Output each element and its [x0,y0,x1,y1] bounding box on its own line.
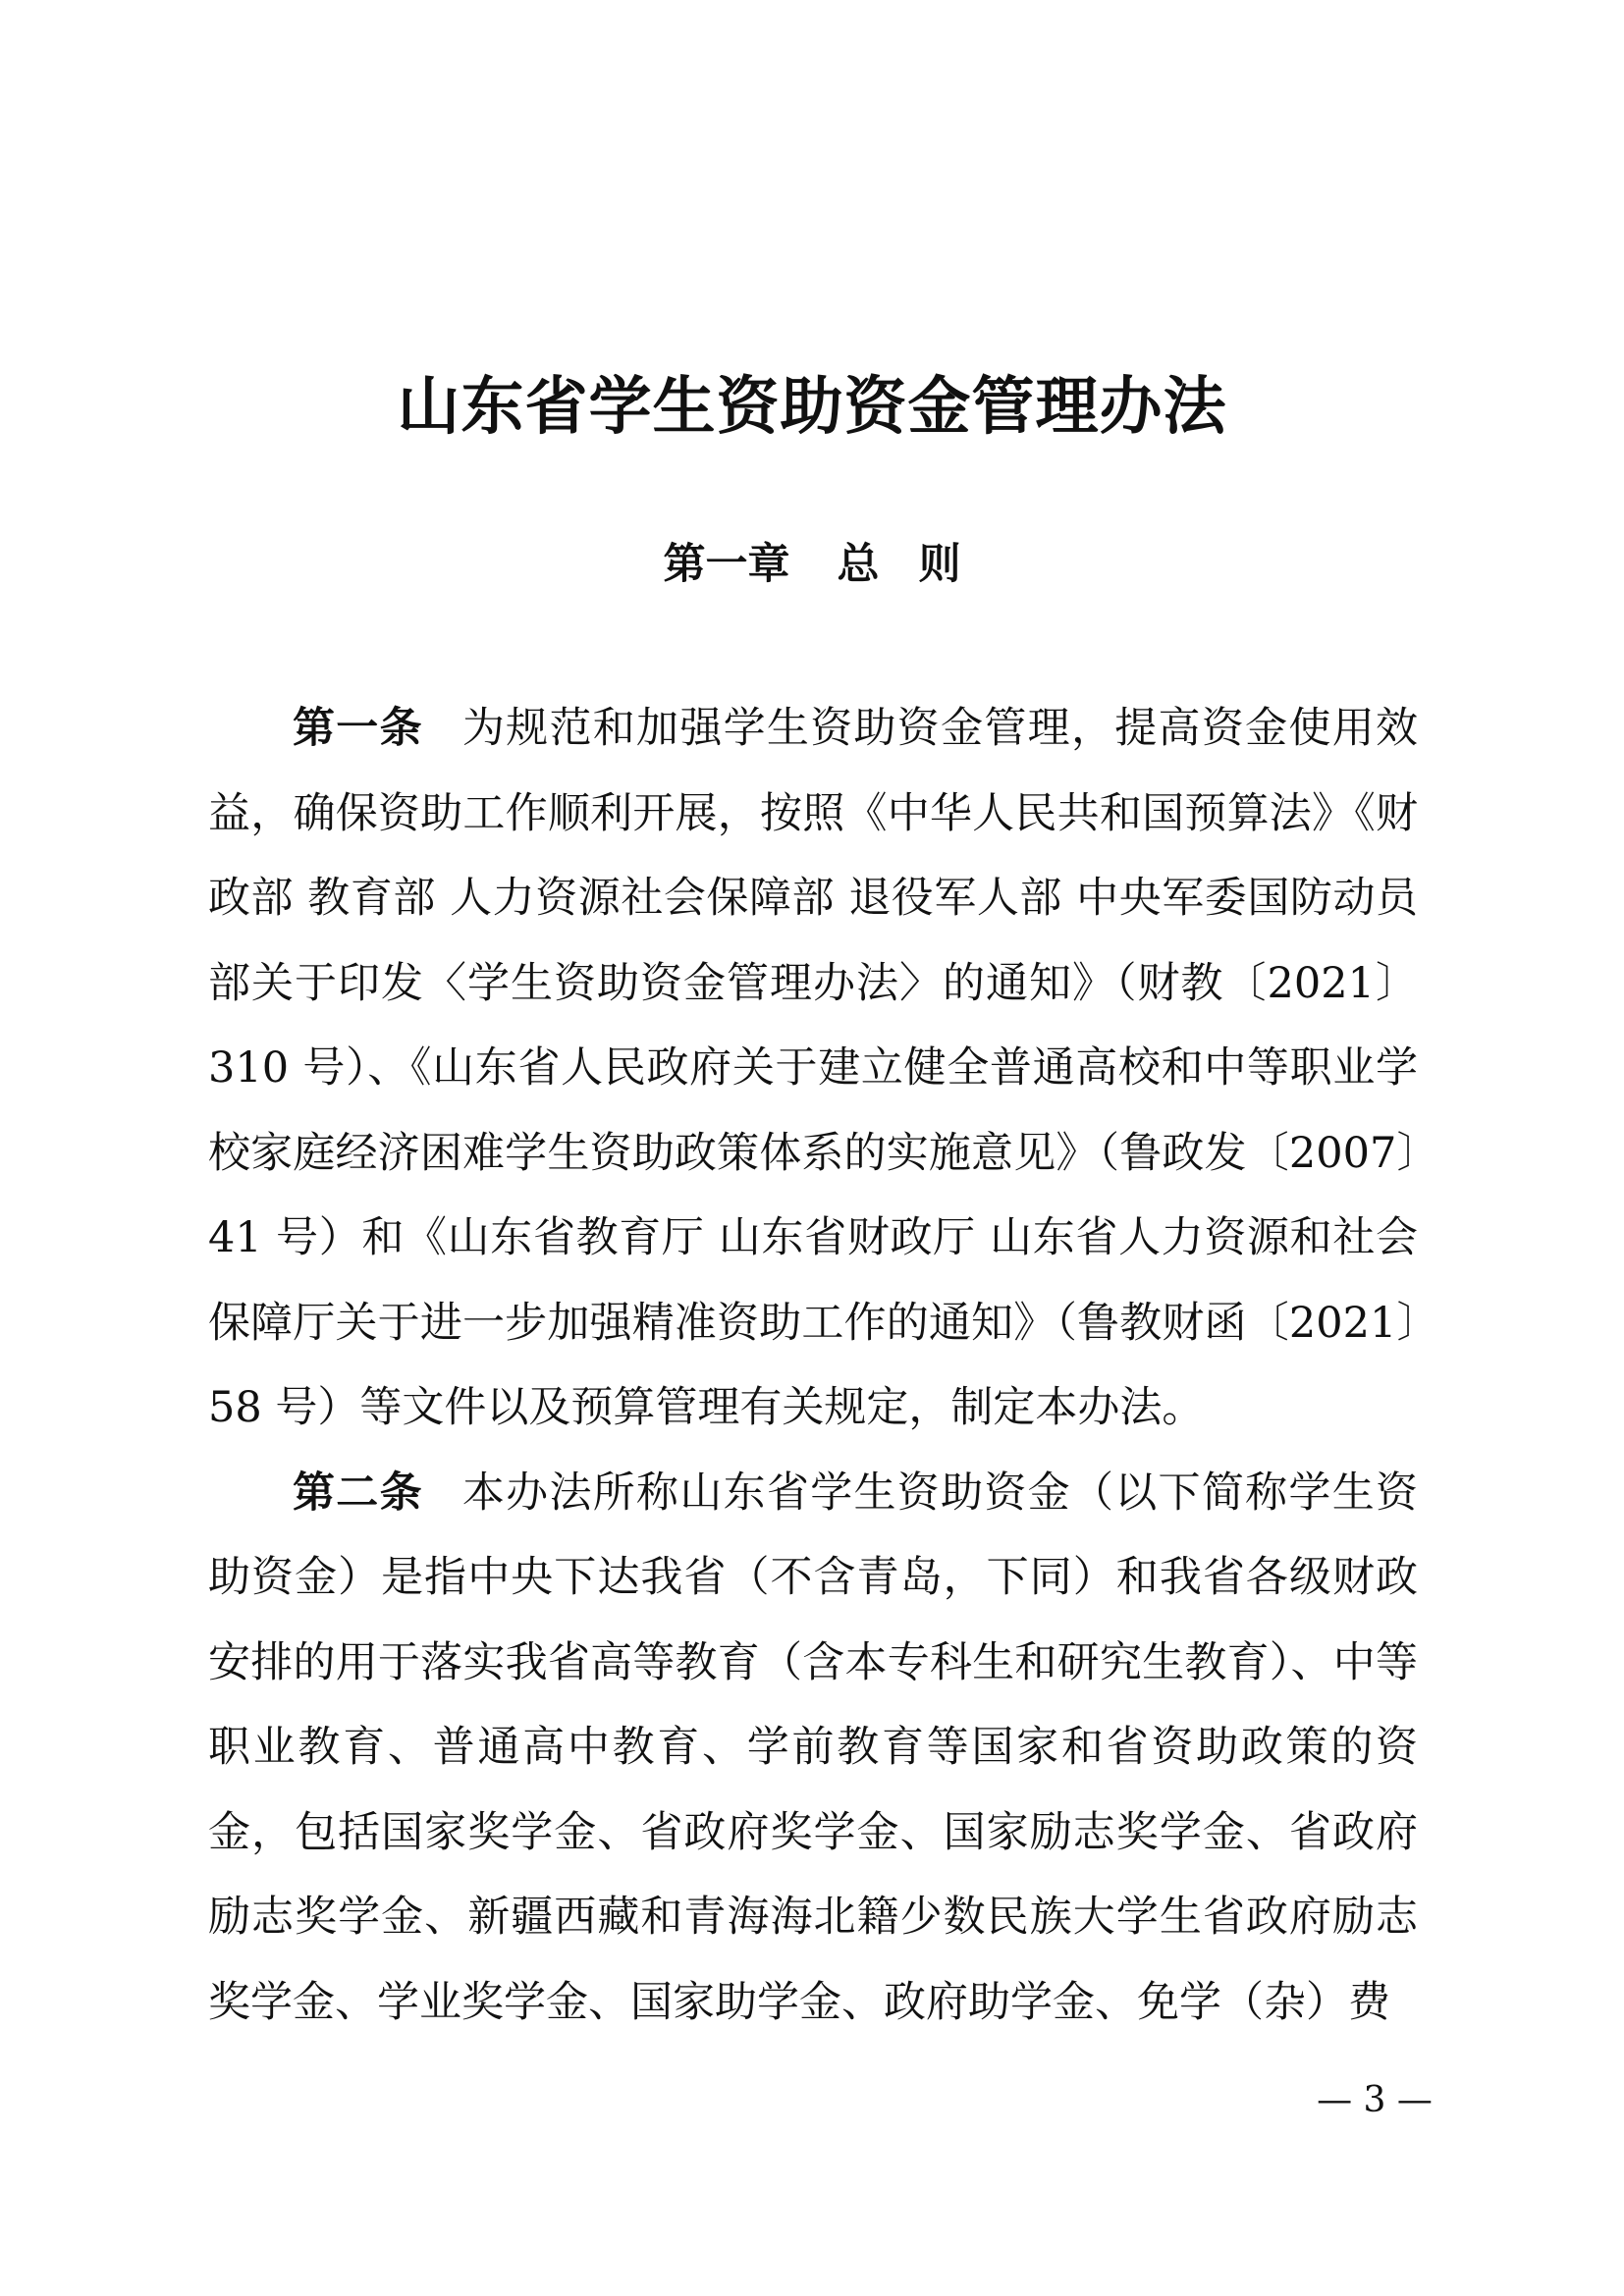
article-paragraph [208,686,1418,1451]
document-body [208,686,1418,2045]
chapter-heading [0,530,1624,599]
chapter-number: 第一章 [663,540,790,589]
chapter-name-part2: 则 [918,540,961,589]
article-text: 本办法所称山东省学生资助资金（以下简称学生资助资金）是指中央下达我省（不含青岛，下同）和我省各级财政安排的用于落实我省高等教育（含本专科生和研究生教育）、中等职业教育、普通高中教育、学前教育等国家和省资助政策的资金，包括国家奖学金、省政府奖学金、国家励志奖学金、省政府励志奖学金、新疆西藏和青海海北籍少数民族大学生省政府励志奖学金、学业奖学金、国家助学金、政府助学金、免学（杂）费 [208,1468,1418,2027]
document-title: 山东省学生资助资金管理办法 [397,371,1227,444]
page-number: — 3 — [1317,2080,1433,2120]
article-label: 第一条 [293,704,423,753]
article-label: 第二条 [293,1468,423,1518]
article-paragraph [208,1451,1418,2046]
article-text: 为规范和加强学生资助资金管理，提高资金使用效益，确保资助工作顺利开展，按照《中华人民共和国预算法》《财政部 教育部 人力资源社会保障部 退役军人部 中央军委国防动员部关于印发〈学生资助资金管理办法〉的通知》（财教〔2021〕310 号）、《山东省人民政府关于建立健全普通高校和中等职业学校家庭经济困难学生资助政策体系的实施意见》（鲁政发〔2007〕41 号）和《山东省教育厅 山东省财政厅 山东省人力资源和社会保障厅关于进一步加强精准资助工作的通知》（鲁教财函〔2021〕58 号）等文件以及预算管理有关规定，制定本办法。 [208,704,1418,1432]
chapter-name-part1: 总 [837,540,880,589]
